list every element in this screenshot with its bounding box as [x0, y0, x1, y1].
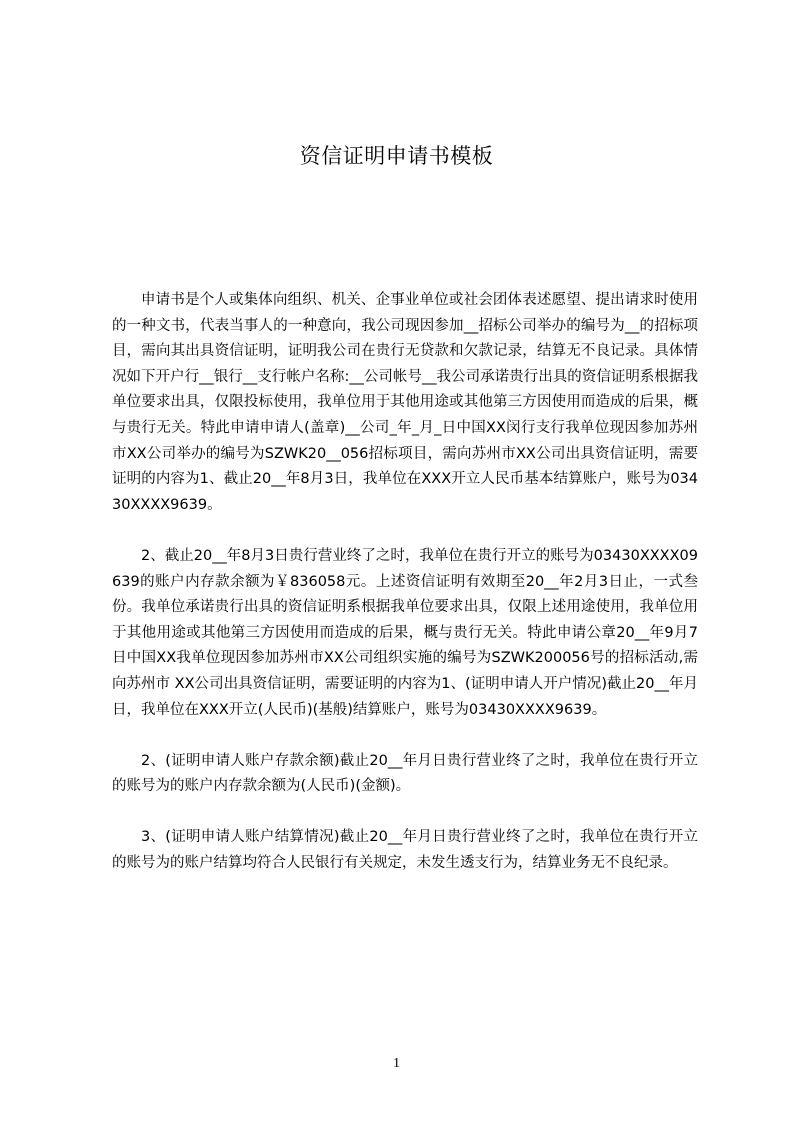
- document-body: [112, 288, 698, 877]
- paragraph-settlement: 3、(证明申请人账户结算情况)截止20__年月日贵行营业终了之时，我单位在贵行开立的账号为的账户结算均符合人民银行有关规定，未发生透支行为，结算业务无不良纪录。: [112, 829, 698, 872]
- paragraph-intro: 申请书是个人或集体向组织、机关、企事业单位或社会团体表述愿望、提出请求时使用的一种文书，代表当事人的一种意向，我公司现因参加__招标公司举办的编号为__的招标项目，需向其出具资信证明，证明我公司在贵行无贷款和欠款记录，结算无不良记录。具体情况如下开户行__银行__支行帐户名称:__公司帐号__我公司承诺贵行出具的资信证明系根据我单位要求出具，仅限投标使用，我单位用于其他用途或其他第三方因使用而造成的后果，概与贵行无关。特此申请申请人(盖章)__公司_年_月_日中国XX闵行支行我单位现因参加苏州市XX公司举办的编号为SZWK20__056招标项目，需向苏州市XX公司出具资信证明，需要证明的内容为1、截止20__年8月3日，我单位在XXX开立人民币基本结算账户，账号为03430XXXX9639。: [112, 292, 698, 513]
- paragraph-account-balance: 2、(证明申请人账户存款余额)截止20__年月日贵行营业终了之时，我单位在贵行开立的账号为的账户内存款余额为(人民币)(金额)。: [112, 752, 698, 795]
- document-title: 资信证明申请书模板: [299, 144, 494, 168]
- page-number: 1: [393, 1056, 400, 1071]
- paragraph-deposit-balance: 2、截止20__年8月3日贵行营业终了之时，我单位在贵行开立的账号为03430XXXX09639的账户内存款余额为￥836058元。上述资信证明有效期至20__年2月3日止，一式叁份。我单位承诺贵行出具的资信证明系根据我单位要求出具，仅限上述用途使用，我单位用于其他用途或其他第三方因使用而造成的后果，概与贵行无关。特此申请公章20__年9月7日中国XX我单位现因参加苏州市XX公司组织实施的编号为SZWK200056号的招标活动,需向苏州市 XX公司出具资信证明，需要证明的内容为1、(证明申请人开户情况)截止20__年月日，我单位在XXX开立(人民币)(基般)结算账户，账号为03430XXXX9639。: [112, 547, 698, 718]
